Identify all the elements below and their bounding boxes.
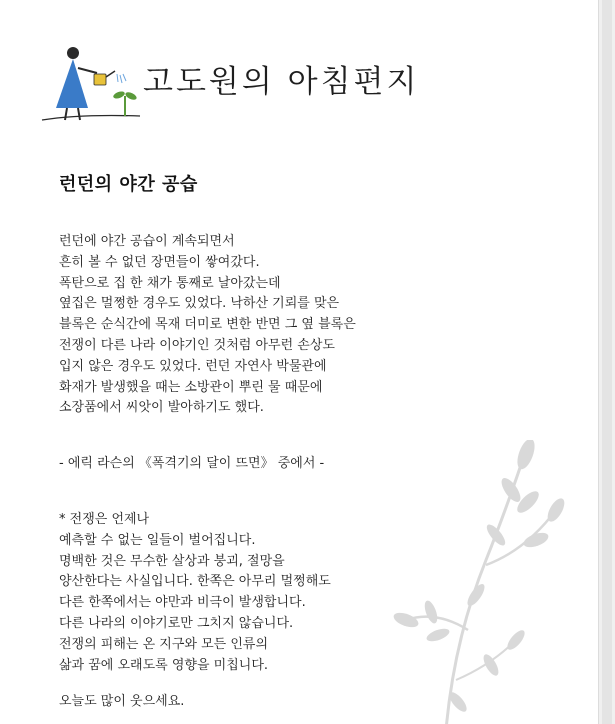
comment-line: 예측할 수 없는 일들이 벌어집니다. <box>59 532 256 548</box>
comment-line: 명백한 것은 무수한 살상과 붕괴, 절망을 <box>59 553 285 569</box>
body-line: 전쟁이 다른 나라 이야기인 것처럼 아무런 손상도 <box>59 337 335 353</box>
vertical-scrollbar[interactable] <box>598 0 615 724</box>
brand-title: 고도원의 아침편지 <box>143 64 420 100</box>
letter-title: 런던의 야간 공습 <box>59 174 198 195</box>
source-citation: - 에릭 라슨의 《폭격기의 달이 뜨면》 중에서 - <box>59 456 325 471</box>
body-line: 폭탄으로 집 한 채가 통째로 날아갔는데 <box>59 275 281 291</box>
body-line: 소장품에서 씨앗이 발아하기도 했다. <box>59 400 264 416</box>
closing-line: 오늘도 많이 웃으세요. <box>59 694 185 709</box>
body-line: 화재가 발생했을 때는 소방관이 뿌린 물 때문에 <box>59 379 323 395</box>
header-logo[interactable] <box>40 40 420 124</box>
comment-line: 양산한다는 사실입니다. 한쪽은 아무리 멀쩡해도 <box>59 574 331 590</box>
comment-line: 삶과 꿈에 오래도록 영향을 미칩니다. <box>59 657 269 673</box>
scrollbar-thumb[interactable] <box>602 0 612 724</box>
body-line: 블록은 순식간에 목재 더미로 변한 반면 그 옆 블록은 <box>59 317 356 333</box>
comment-line: 다른 나라의 이야기로만 그치지 않습니다. <box>59 615 294 631</box>
body-line: 입지 않은 경우도 있었다. 런던 자연사 박물관에 <box>59 358 327 374</box>
body-line: 런던에 야간 공습이 계속되면서 <box>59 234 235 249</box>
woman-watering-plant-icon <box>40 40 150 124</box>
body-line: 흔히 볼 수 없던 장면들이 쌓여갔다. <box>59 254 260 270</box>
comment-line: * 전쟁은 언제나 <box>59 512 150 527</box>
comment-line: 다른 한쪽에서는 야만과 비극이 발생합니다. <box>59 595 306 611</box>
comment-line: 전쟁의 피해는 온 지구와 모든 인류의 <box>59 636 269 652</box>
editor-comment <box>59 510 331 676</box>
body-line: 옆집은 멀쩡한 경우도 있었다. 낙하산 기뢰를 맞은 <box>59 296 340 312</box>
letter-body <box>59 232 479 419</box>
leafy-branch-icon <box>376 440 576 724</box>
